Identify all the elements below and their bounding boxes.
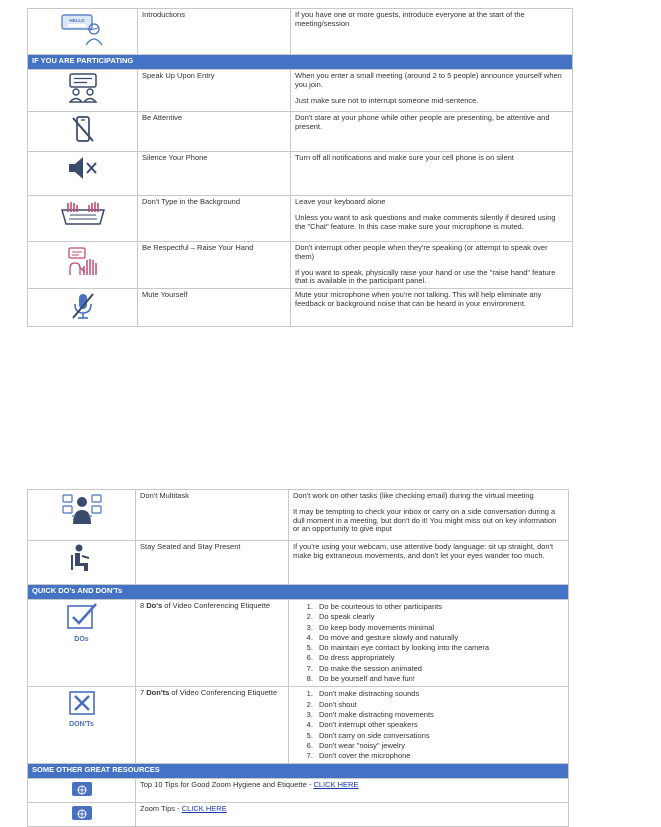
- list-item: 8. Do be yourself and have fun!: [315, 674, 564, 684]
- hello-badge-icon: [60, 11, 106, 47]
- multitask-person-icon: [61, 492, 103, 526]
- row-title: Stay Seated and Stay Present: [136, 541, 289, 585]
- row-description-text: Don't stare at your phone while other people are presenting, be attentive and present.: [295, 113, 550, 131]
- row-description-text: Mute your microphone when you're not talking. This will help eliminate any feedback or background noise that can be heard in your environment.: [295, 290, 542, 308]
- table-row: [28, 242, 573, 289]
- list-item: 1. Don't make distracting sounds: [315, 689, 564, 699]
- list-item: 3. Don't make distracting movements: [315, 710, 564, 720]
- donts-title-rest: of Video Conferencing Etiquette: [169, 688, 278, 698]
- icon-cell: [28, 289, 138, 327]
- row-title: Introductions: [138, 9, 291, 55]
- icon-cell: [28, 779, 136, 803]
- row-description-text: When you enter a small meeting (around 2 to 5 people) announce yourself when you join.: [295, 71, 562, 89]
- row-title: Don't Type in the Background: [138, 196, 291, 242]
- icon-cell: [28, 541, 136, 585]
- muted-microphone-icon: [68, 291, 98, 321]
- row-description: [289, 600, 569, 687]
- row-description: [291, 152, 573, 196]
- table-row: [28, 9, 573, 55]
- row-description: [289, 687, 569, 764]
- browser-globe-icon: [71, 805, 93, 821]
- icon-cell: [28, 490, 136, 541]
- row-description: [291, 70, 573, 112]
- list-item: 6. Do dress appropriately: [315, 653, 564, 663]
- section-header-resources: SOME OTHER GREAT RESOURCES: [28, 764, 569, 779]
- table-row: [28, 196, 573, 242]
- donts-count: 7: [140, 688, 147, 698]
- x-box-icon: [67, 689, 97, 717]
- list-item: 4. Do move and gesture slowly and naturally: [315, 633, 564, 643]
- browser-globe-icon: [71, 781, 93, 797]
- donts-word: Don'ts: [146, 688, 170, 698]
- icon-cell: [28, 803, 136, 827]
- row-description: [291, 112, 573, 152]
- list-item: 1. Do be courteous to other participants: [315, 602, 564, 612]
- list-item: 7. Do make the session animated: [315, 664, 564, 674]
- raise-hand-icon: [66, 244, 100, 278]
- row-description-text: Just make sure not to interrupt someone mid-sentence.: [295, 95, 479, 105]
- row-title: Be Attentive: [138, 112, 291, 152]
- list-item: 5. Do maintain eye contact by looking into the camera: [315, 643, 564, 653]
- row-description: [289, 490, 569, 541]
- row-title: [136, 687, 289, 764]
- row-description-text: Leave your keyboard alone: [295, 197, 386, 206]
- section-row: [28, 585, 569, 600]
- resource-text: Top 10 Tips for Good Zoom Hygiene and Etiquette -: [140, 780, 314, 790]
- row-description: [291, 242, 573, 289]
- table-row: [28, 112, 573, 152]
- dos-word: Do's: [146, 601, 163, 610]
- icon-cell: [28, 687, 136, 764]
- table-row: [28, 541, 569, 585]
- row-title: Speak Up Upon Entry: [138, 70, 291, 112]
- row-description: [291, 289, 573, 327]
- icon-cell: [28, 112, 138, 152]
- section-row: [28, 764, 569, 779]
- table-row: [28, 490, 569, 541]
- row-description: [291, 196, 573, 242]
- icon-cell: [28, 196, 138, 242]
- icon-cell: [28, 600, 136, 687]
- icon-cell: [28, 70, 138, 112]
- row-description-text: If you have one or more guests, introduce everyone at the start of the meeting/session: [295, 10, 525, 28]
- speaking-people-icon: [65, 72, 101, 104]
- list-item: 3. Do keep body movements minimal: [315, 623, 564, 633]
- list-item: 2. Do speak clearly: [315, 612, 564, 622]
- dos-icon-label: DOs: [74, 635, 89, 643]
- list-item: 7. Don't cover the microphone: [315, 751, 564, 761]
- dos-list: [293, 602, 564, 684]
- svg-text:HELLO: HELLO: [68, 18, 85, 23]
- row-title: [136, 600, 289, 687]
- muted-speaker-icon: [66, 154, 100, 182]
- row-description-text: Don't interrupt other people when they're speaking (or attempt to speak over them): [295, 243, 548, 261]
- etiquette-table-top: [27, 8, 573, 327]
- section-header-quick: QUICK DO's AND DON'Ts: [28, 585, 569, 600]
- list-item: 4. Don't interrupt other speakers: [315, 720, 564, 730]
- row-title: Be Respectful – Raise Your Hand: [138, 242, 291, 289]
- icon-cell: [28, 152, 138, 196]
- resource-link[interactable]: CLICK HERE: [181, 804, 227, 814]
- etiquette-table-bottom: [27, 489, 569, 827]
- resource-link[interactable]: CLICK HERE: [313, 780, 359, 790]
- section-row: [28, 55, 573, 70]
- donts-list: [293, 689, 564, 761]
- row-description-text: If you're using your webcam, use attentive body language: sit up straight, don't make big extraneous movements, and don't let your eyes wander too much.: [293, 542, 554, 560]
- table-row: [28, 152, 573, 196]
- icon-cell: [28, 242, 138, 289]
- list-item: 5. Don't carry on side conversations: [315, 731, 564, 741]
- table-row: [28, 779, 569, 803]
- row-description-text: Don't work on other tasks (like checking email) during the virtual meeting: [293, 491, 534, 500]
- donts-icon-label: DON'Ts: [69, 721, 94, 729]
- row-title: Mute Yourself: [138, 289, 291, 327]
- resource-cell: [136, 779, 569, 803]
- table-row: [28, 289, 573, 327]
- seated-person-icon: [68, 543, 96, 573]
- no-phone-icon: [68, 114, 98, 144]
- resource-text: Zoom Tips -: [140, 804, 182, 814]
- row-title: Silence Your Phone: [138, 152, 291, 196]
- icon-cell: [28, 9, 138, 55]
- list-item: 2. Don't shout: [315, 700, 564, 710]
- resource-cell: [136, 803, 569, 827]
- row-description-text: If you want to speak, physically raise your hand or use the "raise hand" feature that is available in the participant panel.: [295, 267, 556, 286]
- row-description-text: Turn off all notifications and make sure your cell phone is on silent: [295, 153, 514, 162]
- table-row: [28, 600, 569, 687]
- dos-count: 8: [140, 601, 147, 610]
- row-description: [291, 9, 573, 55]
- table-row: [28, 70, 573, 112]
- dos-title-rest: of Video Conferencing Etiquette: [162, 601, 271, 610]
- table-row: [28, 803, 569, 827]
- section-header-participating: IF YOU ARE PARTICIPATING: [28, 55, 573, 70]
- table-row: [28, 687, 569, 764]
- checkmark-box-icon: [65, 602, 99, 632]
- row-description: [289, 541, 569, 585]
- list-item: 6. Don't wear "noisy" jewelry: [315, 741, 564, 751]
- keyboard-hands-icon: [58, 198, 108, 228]
- row-title: Don't Multitask: [136, 490, 289, 541]
- row-description-text: Unless you want to ask questions and make comments silently if desired using the "Chat" feature. In this case make sure your microphone is muted.: [295, 212, 556, 231]
- row-description-text: It may be tempting to check your inbox or carry on a side conversation during a dull moment in a meeting, but don't do it! You might miss out on key information or an opportunity to give input: [293, 506, 557, 534]
